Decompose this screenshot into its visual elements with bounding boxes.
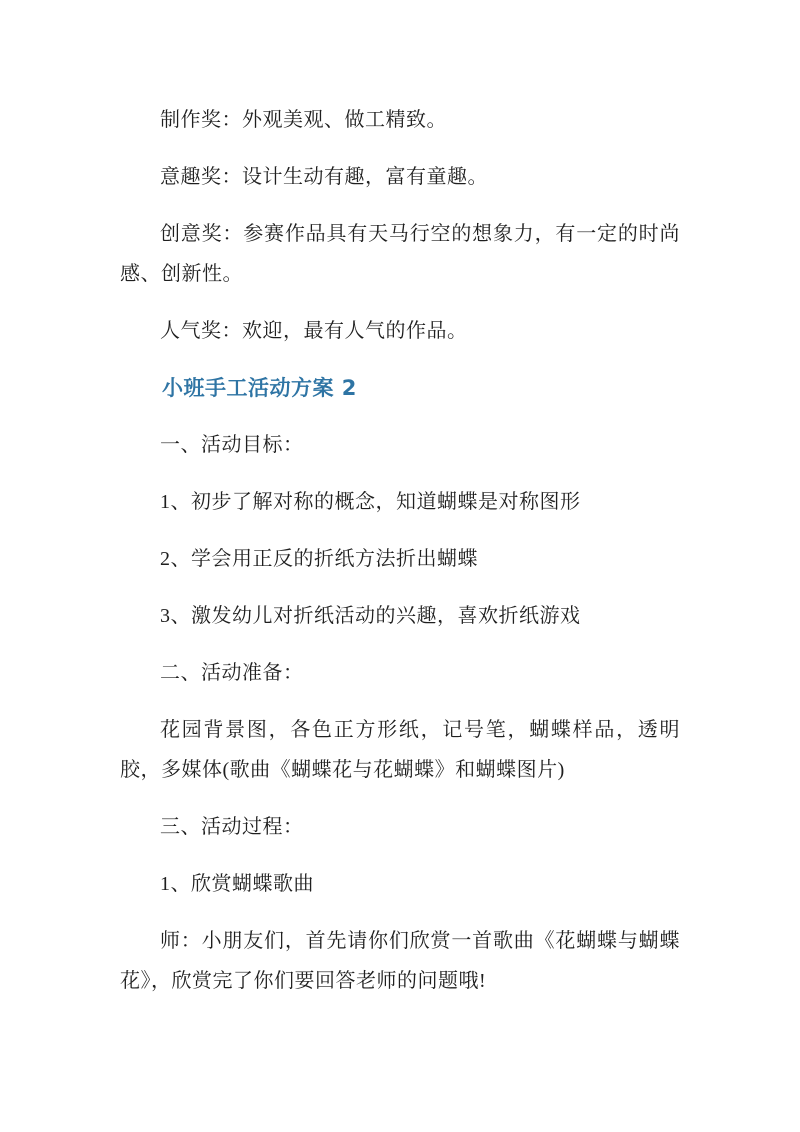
- paragraph-award-fun: 意趣奖：设计生动有趣，富有童趣。: [160, 166, 488, 188]
- paragraph-award-making: 制作奖：外观美观、做工精致。: [160, 109, 447, 131]
- paragraph-process-title: 三、活动过程：: [160, 816, 304, 838]
- paragraph-process-step-1: 1、欣赏蝴蝶歌曲: [160, 873, 314, 895]
- paragraph-award-creative: 创意奖：参赛作品具有天马行空的想象力，有一定的时尚感、创新性。: [120, 223, 680, 285]
- paragraph-preparation-title: 二、活动准备：: [160, 662, 304, 684]
- paragraph-goals-title: 一、活动目标：: [160, 434, 304, 456]
- section-heading-plan-2: 小班手工活动方案 2: [162, 376, 357, 400]
- paragraph-goal-1: 1、初步了解对称的概念，知道蝴蝶是对称图形: [160, 491, 581, 513]
- paragraph-goal-3: 3、激发幼儿对折纸活动的兴趣，喜欢折纸游戏: [160, 605, 581, 627]
- paragraph-award-popularity: 人气奖：欢迎，最有人气的作品。: [160, 320, 468, 342]
- paragraph-teacher-speech: 师：小朋友们，首先请你们欣赏一首歌曲《花蝴蝶与蝴蝶花》，欣赏完了你们要回答老师的问题哦!: [120, 930, 680, 992]
- paragraph-goal-2: 2、学会用正反的折纸方法折出蝴蝶: [160, 548, 478, 570]
- paragraph-preparation-items: 花园背景图，各色正方形纸，记号笔，蝴蝶样品，透明胶，多媒体(歌曲《蝴蝶花与花蝴蝶》和蝴蝶图片): [120, 719, 680, 781]
